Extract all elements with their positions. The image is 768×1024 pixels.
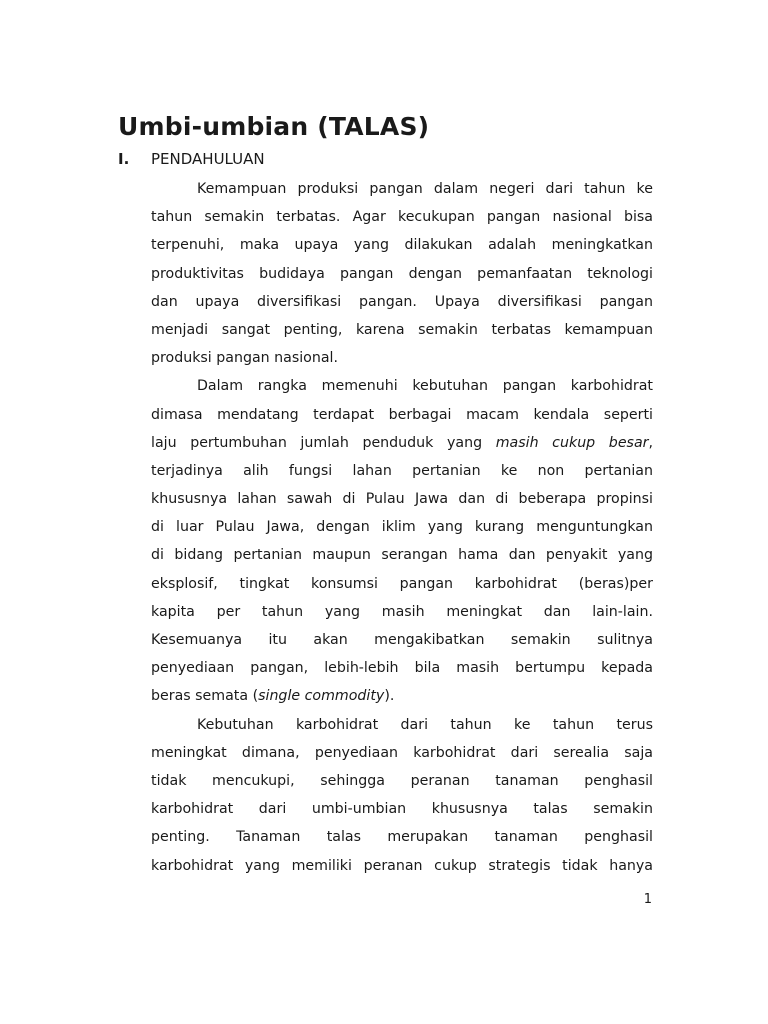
text-line: di bidang pertanian maupun serangan hama dan penyakit yang bbox=[151, 547, 653, 564]
text-line: penting. Tanaman talas merupakan tanaman penghasil bbox=[151, 829, 653, 846]
text-line bbox=[151, 429, 653, 457]
text-line: dan upaya diversifikasi pangan. Upaya diversifikasi pangan bbox=[151, 293, 653, 310]
text-line: Kesemuanya itu akan mengakibatkan semakin sulitnya bbox=[151, 632, 653, 648]
text-segment: laju pertumbuhan jumlah penduduk yang bbox=[151, 434, 496, 451]
text-line: menjadi sangat penting, karena semakin terbatas kemampuan bbox=[151, 321, 653, 338]
text-line: terpenuhi, maka upaya yang dilakukan adalah meningkatkan bbox=[151, 237, 653, 254]
text-line: meningkat dimana, penyediaan karbohidrat dari serealia saja bbox=[151, 744, 653, 761]
text-line: terjadinya alih fungsi lahan pertanian ke non pertanian bbox=[151, 462, 653, 479]
text-line: tidak mencukupi, sehingga peranan tanaman penghasil bbox=[151, 772, 653, 789]
document-title: Umbi-umbian (TALAS) bbox=[118, 112, 430, 141]
italic-text: masih cukup besar bbox=[495, 434, 649, 451]
text-segment: beras semata ( bbox=[151, 688, 259, 705]
page-number: 1 bbox=[643, 892, 652, 907]
text-line: karbohidrat yang memiliki peranan cukup strategis tidak hanya bbox=[151, 857, 653, 874]
paragraph bbox=[151, 175, 653, 372]
italic-text: single commodity bbox=[258, 688, 385, 705]
text-segment: ). bbox=[384, 688, 395, 705]
paragraph bbox=[151, 711, 653, 880]
text-line: karbohidrat dari umbi-umbian khususnya talas semakin bbox=[151, 801, 653, 818]
text-line: tahun semakin terbatas. Agar kecukupan pangan nasional bisa bbox=[151, 209, 653, 226]
text-line: produksi pangan nasional. bbox=[151, 350, 338, 367]
section-number: I. bbox=[118, 150, 130, 168]
text-line: di luar Pulau Jawa, dengan iklim yang kurang menguntungkan bbox=[151, 519, 653, 536]
text-line: dimasa mendatang terdapat berbagai macam kendala seperti bbox=[151, 406, 653, 423]
text-line: kapita per tahun yang masih meningkat dan lain-lain. bbox=[151, 603, 653, 620]
text-line: Kebutuhan karbohidrat dari tahun ke tahun terus bbox=[197, 716, 653, 733]
body-text bbox=[151, 175, 653, 880]
section-heading bbox=[118, 150, 265, 168]
text-line: khususnya lahan sawah di Pulau Jawa dan di beberapa propinsi bbox=[151, 491, 653, 508]
text-line: produktivitas budidaya pangan dengan pemanfaatan teknologi bbox=[151, 265, 653, 282]
text-line: eksplosif, tingkat konsumsi pangan karbohidrat (beras)per bbox=[151, 575, 653, 592]
text-line bbox=[151, 682, 653, 710]
paragraph bbox=[151, 372, 653, 710]
text-line: penyediaan pangan, lebih-lebih bila masih bertumpu kepada bbox=[151, 660, 653, 677]
text-line: Dalam rangka memenuhi kebutuhan pangan karbohidrat bbox=[197, 378, 653, 395]
text-line: Kemampuan produksi pangan dalam negeri dari tahun ke bbox=[197, 181, 653, 197]
section-title: PENDAHULUAN bbox=[151, 150, 265, 168]
text-segment: , bbox=[648, 434, 653, 451]
